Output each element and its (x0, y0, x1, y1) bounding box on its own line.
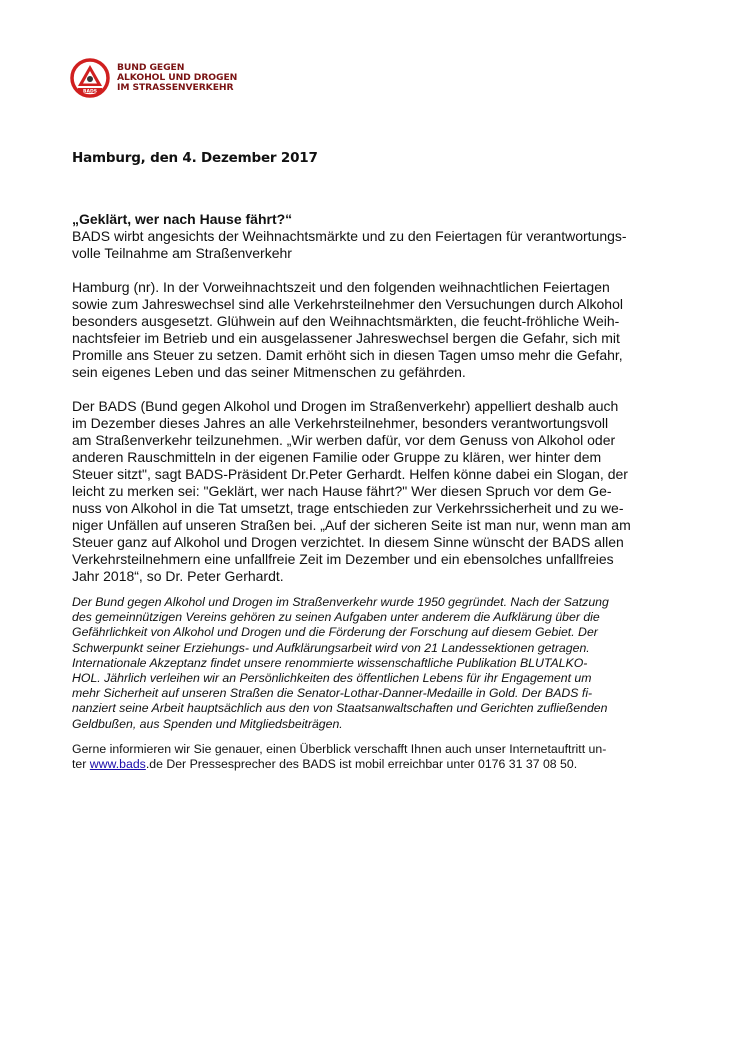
paragraph-2-line: anderen Rauschmitteln in der eigenen Familie oder Gruppe zu klären, wer hinter dem (72, 449, 602, 465)
logo-line-1: BUND GEGEN (117, 62, 185, 73)
paragraph-1-line: Promille ans Steuer zu setzen. Damit erhöht sich in diesen Tagen umso mehr die Gefahr, (72, 347, 623, 363)
paragraph-2 (72, 398, 684, 585)
paragraph-2-line: niger Unfällen auf unseren Straßen bei. „Auf der sicheren Seite ist man nur, wenn man am (72, 517, 631, 533)
logo-line-3: IM STRASSENVERKEHR (117, 82, 234, 93)
about-line: mehr Sicherheit auf unseren Straßen die Senator-Lothar-Danner-Medaille in Gold. Der BADS fi- (72, 686, 593, 701)
paragraph-1-line: Hamburg (nr). In der Vorweihnachtszeit und den folgenden weihnachtlichen Feiertagen (72, 279, 610, 295)
bads-logo (70, 58, 238, 104)
paragraph-1-line: nachtsfeier im Betrieb und ein ausgelassener Jahreswechsel bergen die Gefahr, sich mit (72, 330, 620, 346)
contact-suffix: .de Der Pressesprecher des BADS ist mobil erreichbar unter 0176 31 37 08 50. (145, 757, 578, 772)
emblem-text: BADS (83, 89, 97, 95)
paragraph-1 (72, 279, 684, 381)
contact-line-1: Gerne informieren wir Sie genauer, einen Überblick verschafft Ihnen auch unser Internetauftritt un- (72, 741, 607, 756)
contact-prefix: ter (72, 757, 90, 772)
website-link[interactable]: www.bads (89, 757, 146, 772)
paragraph-2-line: nuss von Alkohol in die Tat umsetzt, trage entschieden zur Verkehrssicherheit und zu we- (72, 500, 624, 516)
about-line: Gefährlichkeit von Alkohol und Drogen und die Förderung der Forschung auf diesem Gebiet. Der (72, 625, 598, 640)
paragraph-2-line: im Dezember dieses Jahres an alle Verkehrsteilnehmer, besonders verantwortungsvoll (72, 415, 609, 431)
about-line: Schwerpunkt seiner Erziehungs- und Aufklärungsarbeit wird von 21 Landessektionen getragen. (72, 640, 590, 655)
about-line: des gemeinnützigen Vereins gehören zu seinen Aufgaben unter anderem die Aufklärung über die (72, 610, 600, 625)
about-line: Der Bund gegen Alkohol und Drogen im Straßenverkehr wurde 1950 gegründet. Nach der Satzung (72, 595, 609, 609)
paragraph-1-line: sowie zum Jahreswechsel sind alle Verkehrsteilnehmer den Versuchungen durch Alkohol (72, 296, 623, 312)
about-line: Internationale Akzeptanz findet unsere renommierte wissenschaftliche Publikation BLUTALKO- (72, 655, 588, 670)
about-line: Geldbußen, aus Spenden und Mitgliedsbeiträgen. (72, 716, 343, 731)
contact-line-2 (72, 757, 684, 772)
about-bads-note (72, 595, 684, 732)
dateline: Hamburg, den 4. Dezember 2017 (72, 150, 318, 166)
paragraph-2-line: Verkehrsteilnehmern eine unfallfreie Zeit im Dezember und ein ebensolches unfallfreies (72, 551, 614, 567)
paragraph-2-line: Steuer sitzt", sagt BADS-Präsident Dr.Peter Gerhardt. Helfen könne dabei ein Slogan, der (72, 466, 628, 482)
press-release-body (72, 211, 684, 772)
about-line: HOL. Jährlich verleihen wir an Persönlichkeiten des öffentlichen Lebens für ihr Engagement um (72, 671, 592, 686)
about-line: nanziert seine Arbeit hauptsächlich aus den von Staatsanwaltschaften und Gerichten zufließenden (72, 701, 608, 716)
bads-emblem-icon (70, 58, 114, 102)
logo-line-2: ALKOHOL UND DROGEN (117, 72, 238, 83)
paragraph-1-line: besonders ausgesetzt. Glühwein auf den Weihnachtsmärkten, die feucht-fröhliche Weih- (72, 313, 620, 329)
contact-info (72, 742, 684, 772)
paragraph-1-line: sein eigenes Leben und das seiner Mitmenschen zu gefährden. (72, 364, 466, 380)
headline: „Geklärt, wer nach Hause fährt?“ (72, 211, 293, 227)
subline-line-1: BADS wirbt angesichts der Weihnachtsmärkte und zu den Feiertagen für verantwortungs- (72, 228, 627, 244)
subline-line-2: volle Teilnahme am Straßenverkehr (72, 245, 292, 261)
paragraph-2-line: am Straßenverkehr teilzunehmen. „Wir werben dafür, vor dem Genuss von Alkohol oder (72, 432, 616, 448)
paragraph-2-line: Jahr 2018“, so Dr. Peter Gerhardt. (72, 568, 284, 584)
logo-wordmark (117, 63, 237, 93)
paragraph-2-line: leicht zu merken sei: "Geklärt, wer nach Hause fährt?" Wer diesen Spruch vor dem Ge- (72, 483, 612, 499)
paragraph-2-line: Der BADS (Bund gegen Alkohol und Drogen im Straßenverkehr) appelliert deshalb auch (72, 398, 619, 414)
paragraph-2-line: Steuer ganz auf Alkohol und Drogen verzichtet. In diesem Sinne wünscht der BADS allen (72, 534, 624, 550)
